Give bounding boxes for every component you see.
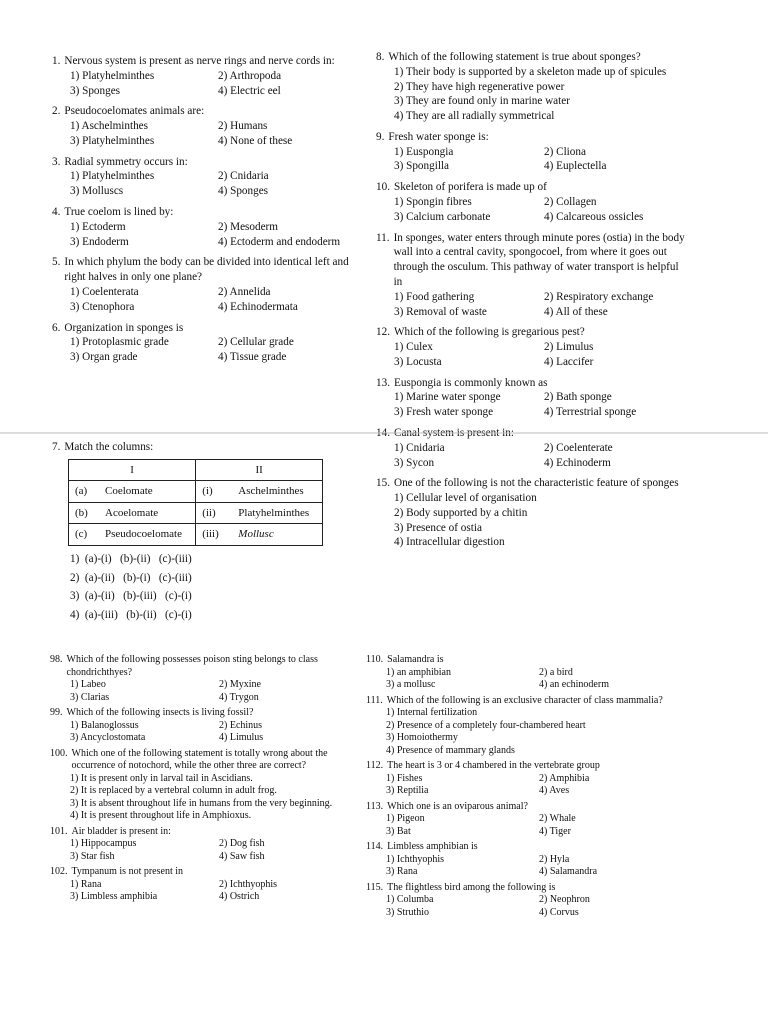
option-2: 2) Presence of a completely four-chambered heart: [386, 719, 586, 731]
question-112: [366, 760, 686, 798]
option-1: 1) Spongin fibres: [394, 196, 472, 209]
option-4: 4) Corvus: [539, 906, 579, 918]
question-header: [376, 130, 688, 145]
options-list: [52, 169, 360, 199]
match-label: (ii): [196, 502, 233, 524]
options-list: [366, 773, 686, 798]
option-3: 3) Rana: [386, 866, 418, 877]
question-text: Salamandra is: [387, 654, 444, 665]
option-3: 3) Star fish: [70, 850, 115, 862]
option-4: 4) None of these: [218, 134, 293, 147]
option-1: 1) an amphibian: [386, 666, 451, 678]
table-row: [69, 502, 323, 524]
option-4: 4) an echinoderm: [539, 679, 609, 690]
question-number: 101.: [50, 825, 68, 837]
question-header: [376, 376, 688, 391]
question-4: [52, 205, 360, 249]
question-number: 111.: [366, 694, 383, 706]
question-text: Limbless amphibian is: [387, 841, 478, 852]
row-item: Pseudocoelomate: [99, 524, 196, 546]
option-3: 3) Sycon: [394, 456, 435, 469]
question-text: Air bladder is present in:: [71, 825, 171, 837]
question-102: [50, 866, 362, 904]
question-number: 112.: [366, 760, 384, 771]
match-item: Platyhelminthes: [232, 502, 322, 524]
option-1: 1) Cellular level of organisation: [394, 492, 537, 505]
option-3: 3) Presence of ostia: [394, 521, 482, 534]
option-3: 3) Ctenophora: [70, 300, 135, 313]
question-header: [52, 155, 360, 170]
options-list: [52, 119, 360, 149]
option-1: 1) Labeo: [70, 679, 106, 690]
option-4: 4) Echinodermata: [218, 300, 298, 313]
options-list: [366, 894, 686, 919]
options-list: [366, 854, 686, 879]
option-2: 2) It is replaced by a vertebral column in adult frog.: [70, 785, 277, 796]
top-left-column: [52, 54, 360, 371]
option-2: 2) Myxine: [219, 679, 261, 690]
question-text: Match the columns:: [64, 441, 154, 453]
options-list: [50, 879, 362, 904]
question-header: [376, 231, 688, 290]
option-1: 1) Protoplasmic grade: [70, 336, 169, 349]
question-header: [376, 325, 688, 340]
top-right-column: [376, 50, 688, 556]
options-list: [50, 838, 362, 863]
options-list: [50, 773, 362, 823]
question-111: [366, 695, 686, 758]
options-list: [366, 707, 686, 757]
question-text: The flightless bird among the following is: [387, 881, 556, 893]
question-number: 5.: [52, 256, 61, 269]
option-4: 4) Tiger: [539, 825, 571, 837]
match-label: (i): [196, 481, 233, 503]
question-header: [50, 748, 362, 773]
option-2: 2) They have high regenerative power: [394, 80, 565, 93]
question-text: Which one is an oviparous animal?: [387, 800, 528, 812]
question-text: Fresh water sponge is:: [388, 130, 489, 143]
question-header: [366, 654, 686, 667]
options-list: [52, 552, 360, 623]
question-8: [376, 50, 688, 124]
question-number: 2.: [52, 105, 61, 118]
question-number: 113.: [366, 800, 384, 812]
option-4: 4) Ostrich: [219, 891, 260, 902]
option-1: 1) Columba: [386, 894, 434, 905]
option-2: 2) Collagen: [544, 196, 597, 209]
option-3: 3) Calcium carbonate: [394, 210, 491, 223]
question-text: Which of the following statement is true about sponges?: [388, 51, 641, 63]
question-9: [376, 130, 688, 174]
question-5: [52, 255, 360, 314]
option-1: 1) Fishes: [386, 772, 423, 784]
option-2: 2) Echinus: [219, 719, 263, 731]
question-text: Which of the following possesses poison sting belongs to class chondrichthyes?: [66, 654, 318, 678]
option-4: 4) (a)-(iii) (b)-(ii) (c)-(i): [70, 609, 192, 622]
option-1: 1) Platyhelminthes: [70, 170, 155, 183]
question-header: [50, 866, 362, 879]
question-header: [376, 50, 688, 65]
question-number: 13.: [376, 376, 390, 389]
option-3: 3) Clarias: [70, 691, 110, 703]
match-item: Mollusc: [232, 524, 322, 546]
option-3: 3) Organ grade: [70, 351, 138, 364]
question-number: 115.: [366, 881, 384, 893]
option-1: 1) Coelenterata: [70, 285, 139, 298]
option-2: 2) Mesoderm: [218, 220, 278, 233]
options-list: [376, 195, 688, 225]
question-number: 15.: [376, 477, 390, 490]
question-number: 9.: [376, 130, 385, 143]
option-4: 4) Trygon: [219, 691, 259, 703]
question-3: [52, 155, 360, 199]
question-header: [366, 841, 686, 854]
question-text: Nervous system is present as nerve rings and nerve cords in:: [64, 55, 335, 67]
question-7-block: [52, 440, 360, 623]
option-3: 3) Struthio: [386, 906, 430, 918]
row-item: Acoelomate: [99, 502, 196, 524]
option-2: 2) Cliona: [544, 145, 586, 158]
question-header: [366, 695, 686, 708]
question-number: 3.: [52, 155, 61, 168]
option-2: 2) Body supported by a chitin: [394, 506, 528, 519]
question-10: [376, 180, 688, 224]
question-header: [52, 440, 360, 455]
question-2: [52, 104, 360, 148]
option-4: 4) Salamandra: [539, 866, 598, 877]
options-list: [366, 813, 686, 838]
question-header: [50, 707, 362, 720]
option-4: 4) All of these: [544, 305, 608, 318]
question-98: [50, 654, 362, 704]
options-list: [50, 720, 362, 745]
option-1: 1) Hippocampus: [70, 838, 137, 849]
options-list: [366, 667, 686, 692]
question-text: Which of the following insects is living fossil?: [66, 707, 254, 718]
question-text: Which of the following is an exclusive character of class mammalia?: [386, 694, 663, 706]
option-1: 1) Culex: [394, 341, 433, 354]
question-header: [376, 476, 688, 491]
option-2: 2) Respiratory exchange: [544, 290, 654, 303]
options-list: [376, 491, 688, 550]
question-101: [50, 826, 362, 864]
option-4: 4) Presence of mammary glands: [386, 744, 515, 756]
question-text: True coelom is lined by:: [64, 206, 174, 219]
row-item: Coelomate: [99, 481, 196, 503]
question-115: [366, 882, 686, 920]
question-number: 4.: [52, 206, 61, 219]
question-header: [52, 54, 360, 69]
question-text: In sponges, water enters through minute pores (ostia) in the body wall into a central cavity, spongocoel, from where it goes out through the osculum. This pathway of water transport is helpful in: [393, 231, 685, 288]
match-label: (iii): [196, 524, 233, 546]
table-header-row: [69, 459, 323, 481]
option-1: 1) Internal fertilization: [386, 707, 478, 718]
option-1: 1) Cnidaria: [394, 441, 445, 454]
question-number: 102.: [50, 866, 68, 877]
options-list: [376, 340, 688, 370]
question-text: Radial symmetry occurs in:: [64, 155, 188, 168]
option-4: 4) Intracellular digestion: [394, 536, 505, 549]
option-4: 4) Ectoderm and endoderm: [218, 235, 341, 248]
option-2: 2) Coelenterate: [544, 441, 613, 454]
question-text: Pseudocoelomates animals are:: [64, 105, 205, 118]
question-number: 110.: [366, 654, 384, 665]
options-list: [376, 145, 688, 175]
question-header: [366, 882, 686, 895]
option-3: 3) (a)-(ii) (b)-(iii) (c)-(i): [70, 590, 192, 603]
option-2: 2) Arthropoda: [218, 69, 282, 82]
option-1: 1) (a)-(i) (b)-(ii) (c)-(iii): [70, 552, 192, 565]
bottom-right-column: [366, 654, 686, 922]
option-2: 2) Whale: [539, 813, 576, 824]
column-header-1: I: [69, 459, 196, 481]
option-4: 4) Euplectella: [544, 160, 607, 173]
options-list: [376, 65, 688, 124]
question-number: 99.: [50, 707, 63, 718]
option-4: 4) It is present throughout life in Amphioxus.: [70, 810, 252, 821]
option-3: 3) Endoderm: [70, 235, 129, 248]
option-1: 1) Ichthyophis: [386, 853, 445, 865]
option-2: 2) Dog fish: [219, 838, 265, 849]
question-number: 11.: [376, 231, 390, 244]
options-list: [376, 290, 688, 320]
options-list: [376, 441, 688, 471]
question-text: Tympanum is not present in: [71, 866, 184, 877]
question-1: [52, 54, 360, 98]
option-4: 4) Calcareous ossicles: [544, 210, 644, 223]
option-3: 3) Limbless amphibia: [70, 891, 158, 902]
question-12: [376, 325, 688, 369]
option-4: 4) Electric eel: [218, 84, 281, 97]
question-number: 1.: [52, 55, 61, 67]
option-3: 3) Homoiothermy: [386, 732, 458, 743]
option-1: 1) Ectoderm: [70, 220, 126, 233]
option-1: 1) Food gathering: [394, 290, 475, 303]
question-number: 98.: [50, 654, 63, 665]
option-2: 2) Neophron: [539, 894, 590, 905]
question-text: The heart is 3 or 4 chambered in the vertebrate group: [387, 760, 600, 771]
question-15: [376, 476, 688, 550]
question-number: 114.: [366, 841, 384, 852]
options-list: [52, 285, 360, 315]
option-2: 2) (a)-(ii) (b)-(i) (c)-(iii): [70, 571, 192, 584]
options-list: [50, 679, 362, 704]
question-number: 100.: [50, 747, 68, 759]
option-4: 4) Aves: [539, 785, 570, 796]
question-11: [376, 231, 688, 320]
option-2: 2) Humans: [218, 120, 268, 133]
option-1: 1) Their body is supported by a skeleton made up of spicules: [394, 65, 667, 78]
options-list: [52, 220, 360, 250]
option-2: 2) Limulus: [544, 341, 594, 354]
question-110: [366, 654, 686, 692]
option-1: 1) Aschelminthes: [70, 120, 148, 133]
option-4: 4) Saw fish: [219, 850, 265, 862]
question-text: In which phylum the body can be divided into identical left and right halves in only one plane?: [64, 256, 349, 284]
question-number: 7.: [52, 441, 61, 453]
match-item: Aschelminthes: [232, 481, 322, 503]
option-3: 3) Locusta: [394, 355, 442, 368]
question-header: [52, 255, 360, 285]
option-2: 2) Cnidaria: [218, 170, 269, 183]
option-4: 4) They are all radially symmetrical: [394, 110, 555, 123]
option-4: 4) Terrestrial sponge: [544, 406, 637, 419]
option-1: 1) It is present only in larval tail in Ascidians.: [70, 772, 253, 784]
bottom-left-column: [50, 654, 362, 907]
question-text: Skeleton of porifera is made up of: [393, 181, 547, 194]
option-2: 2) Cellular grade: [218, 336, 294, 349]
option-4: 4) Laccifer: [544, 355, 594, 368]
question-number: 8.: [376, 51, 385, 63]
option-4: 4) Echinoderm: [544, 456, 611, 469]
option-2: 2) Hyla: [539, 853, 570, 865]
question-header: [366, 801, 686, 814]
option-3: 3) Bat: [386, 825, 411, 837]
question-number: 6.: [52, 321, 61, 334]
option-3: 3) Spongilla: [394, 160, 450, 173]
option-4: 4) Limulus: [219, 732, 264, 743]
option-2: 2) Annelida: [218, 285, 271, 298]
question-114: [366, 841, 686, 879]
option-3: 3) Molluscs: [70, 185, 124, 198]
option-1: 1) Balanoglossus: [70, 719, 139, 731]
page-split-line: [0, 432, 768, 434]
table-row: [69, 481, 323, 503]
question-header: [52, 205, 360, 220]
option-2: 2) Ichthyophis: [219, 878, 278, 890]
options-list: [376, 390, 688, 420]
question-6: [52, 321, 360, 365]
row-label: (c): [69, 524, 100, 546]
option-1: 1) Rana: [70, 878, 102, 890]
question-13: [376, 376, 688, 420]
question-header: [52, 104, 360, 119]
option-1: 1) Euspongia: [394, 145, 454, 158]
option-3: 3) a mollusc: [386, 679, 436, 690]
options-list: [52, 335, 360, 365]
question-text: Which one of the following statement is totally wrong about the occurrence of notochord, while the other three are correct?: [71, 747, 328, 771]
option-2: 2) a bird: [539, 666, 573, 678]
option-3: 3) It is absent throughout life in humans from the very beginning.: [70, 797, 333, 809]
option-3: 3) Platyhelminthes: [70, 134, 155, 147]
question-number: 12.: [376, 326, 390, 339]
option-3: 3) Fresh water sponge: [394, 406, 494, 419]
option-3: 3) Sponges: [70, 84, 121, 97]
question-99: [50, 707, 362, 745]
question-header: [50, 826, 362, 839]
row-label: (b): [69, 502, 100, 524]
option-2: 2) Bath sponge: [544, 391, 612, 404]
column-header-2: II: [196, 459, 323, 481]
option-3: 3) They are found only in marine water: [394, 95, 570, 108]
question-header: [50, 654, 362, 679]
match-table: [68, 459, 323, 546]
question-text: Which of the following is gregarious pest?: [393, 326, 585, 339]
table-row: [69, 524, 323, 546]
question-header: [376, 180, 688, 195]
option-3: 3) Removal of waste: [394, 305, 487, 318]
option-3: 3) Ancyclostomata: [70, 732, 146, 743]
row-label: (a): [69, 481, 100, 503]
question-100: [50, 748, 362, 823]
option-3: 3) Reptilia: [386, 785, 429, 796]
option-4: 4) Sponges: [218, 185, 269, 198]
question-text: One of the following is not the characteristic feature of sponges: [393, 477, 679, 490]
question-text: Organization in sponges is: [64, 321, 184, 334]
option-2: 2) Amphibia: [539, 772, 590, 784]
option-1: 1) Marine water sponge: [394, 391, 501, 404]
options-list: [52, 69, 360, 99]
option-1: 1) Platyhelminthes: [70, 69, 155, 82]
option-4: 4) Tissue grade: [218, 351, 287, 364]
option-1: 1) Pigeon: [386, 813, 425, 824]
question-header: [366, 760, 686, 773]
question-number: 10.: [376, 181, 390, 194]
question-text: Euspongia is commonly known as: [393, 376, 548, 389]
question-header: [52, 321, 360, 336]
question-113: [366, 801, 686, 839]
